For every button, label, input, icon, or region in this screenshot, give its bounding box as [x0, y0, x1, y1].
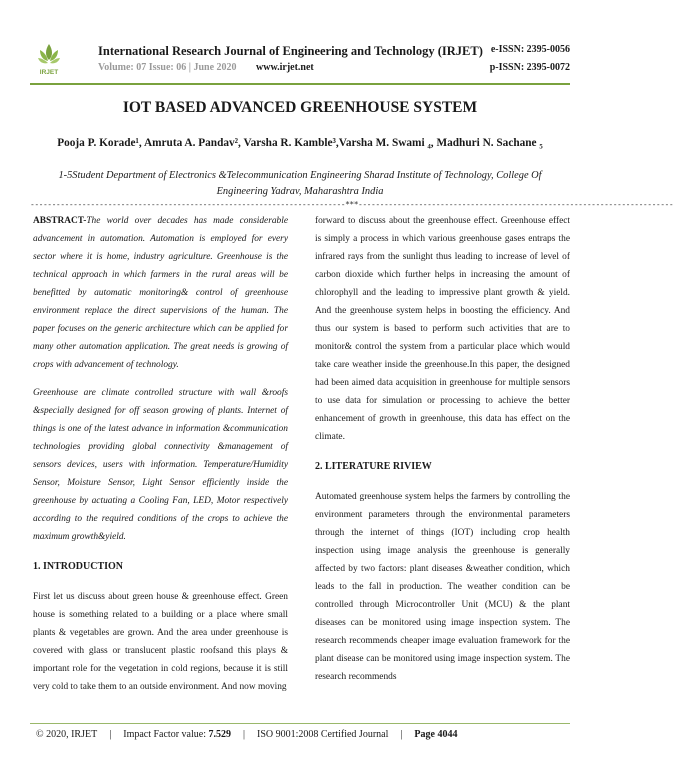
literature-heading: 2. LITERATURE RIVIEW	[315, 461, 432, 472]
abstract-label: ABSTRACT-	[33, 216, 87, 226]
footer-separator: |	[109, 729, 112, 740]
leaf-logo-icon	[36, 42, 62, 78]
paper-authors: Pooja P. Korade¹, Amruta A. Pandav², Varsha R. Kamble³,Varsha M. Swami ₄, Madhuri N. Sachane ₅	[57, 137, 543, 149]
footer-page: Page 4044	[414, 729, 458, 740]
footer-iso: ISO 9001:2008 Certified Journal	[257, 729, 389, 740]
journal-name: International Research Journal of Engineering and Technology (IRJET)	[98, 44, 483, 58]
paper-affiliation: 1-5Student Department of Electronics &Telecommunication Engineering Sharad Institute of Technology, College Of Engineering Yadrav, Maharashtra India	[58, 170, 542, 197]
volume-issue: Volume: 07 Issue: 06 | June 2020	[98, 62, 237, 73]
abstract-paragraph	[33, 212, 288, 374]
abstract-text: The world over decades has made considerable advancement in automation. Automation is employed for every sector where it is home, industry agriculture. Greenhouse is the technical approach in which farmers in the rural areas will be benefitted by automatic monitoring& control of greenhouse environment replace the direct supervisions of the human. The paper focuses on the generic architecture which can be applied for many other automation application. The great needs is growing of crops with advancement of technology.	[33, 216, 288, 370]
header-rule	[30, 83, 570, 85]
intro-heading: 1. INTRODUCTION	[33, 561, 124, 572]
footer-separator: |	[242, 729, 245, 740]
page-footer	[36, 729, 457, 740]
intro-paragraph: First let us discuss about green house & greenhouse effect. Green house is something related to a building or a place where small plants & vegetables are grown. And the area under greenhouse is covered with glass or translucent plastic roofsand this plays & important role for the vegetation in cold regions, because it is still very cold to take them to an outside environment. And now moving	[33, 592, 288, 692]
section-divider: -------------------------------------------------------------------------***-------------------------------------------------------------------------	[30, 200, 673, 209]
right-column	[315, 212, 570, 686]
literature-paragraph: Automated greenhouse system helps the farmers by controlling the environment parameters through the environmental parameters through the internet of things (IOT) including crop health inspection using image analysis the greenhouse is generally affected by two factors: plant diseases &weather condition, which leads to the fall in production. The weather condition can be controlled through Microcontroller Unit (MCU) & the plant diseases can be monitored using image inspection system. The research recommends cheaper image evaluation framework for the plant disease can be monitored using image inspection system. The research recommends	[315, 492, 570, 682]
eissn: e-ISSN: 2395-0056	[490, 44, 570, 55]
abstract-paragraph-2: Greenhouse are climate controlled structure with wall &roofs &specially designed for off season growing of plants. Internet of things is one of the latest advance in information &communication technologies providing global connectivity &management of sensors devices, users with information. Temperature/Humidity Sensor, Moisture Sensor, Light Sensor efficiently inside the greenhouse by actuating a Cooling Fan, LED, Motor respectively according to the required conditions of the crops to achieve the maximum growth&yield.	[33, 388, 288, 542]
left-column	[33, 212, 288, 696]
footer-separator: |	[400, 729, 403, 740]
footer-copyright: © 2020, IRJET	[36, 729, 98, 740]
footer-impact-value: 7.529	[208, 729, 231, 740]
footer-impact-label: Impact Factor value:	[123, 729, 206, 740]
intro-continued: forward to discuss about the greenhouse effect. Greenhouse effect is simply a process in which various greenhouse gases entraps the infrared rays from the sunlight thus leading to increase of level of carbon dioxide which further helps in increasing the amount of chlorophyll and the leading to impressive plant growth & yield. And the greenhouse system helps in boosting the efficiency. And thus our system is based to perform such activities that are to monitor& control the system from a particular place which would take care weather inside the greenhouse.In this paper, the designed had been aimed data acquisition in greenhouse for multiple sensors to use data for simulation or processing to achieve the better enhancement of growth in greenhouse, this data has effect on the climate.	[315, 216, 570, 442]
journal-header	[30, 40, 570, 80]
logo-text: IRJET	[39, 69, 59, 76]
pissn: p-ISSN: 2395-0072	[489, 62, 570, 73]
journal-website[interactable]: www.irjet.net	[256, 62, 314, 73]
footer-rule	[30, 723, 570, 724]
paper-title: IOT BASED ADVANCED GREENHOUSE SYSTEM	[122, 99, 478, 116]
